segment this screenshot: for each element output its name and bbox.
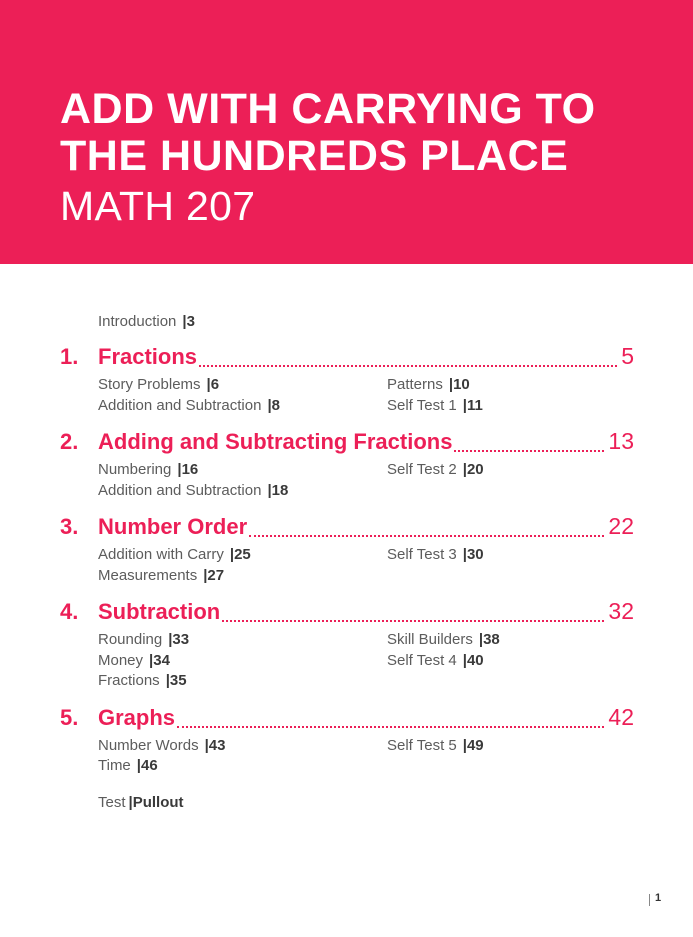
unit-number: 5. xyxy=(60,705,79,730)
unit-page: 42 xyxy=(608,704,634,730)
entry-page: |27 xyxy=(203,567,225,584)
entry-label: Addition and Subtraction xyxy=(98,482,262,499)
toc-entry[interactable] xyxy=(98,652,170,670)
entry-page: |6 xyxy=(206,376,220,393)
page-number: 1 xyxy=(655,892,662,904)
title-line-2: THE HUNDREDS PLACE xyxy=(60,132,569,180)
unit-number: 1. xyxy=(60,344,79,369)
toc-entry[interactable] xyxy=(98,672,187,690)
entry-label: Test xyxy=(98,794,126,811)
entry-page: |10 xyxy=(448,376,470,393)
entry-page: |16 xyxy=(177,461,199,478)
unit-page: 22 xyxy=(608,513,634,539)
dot-leader xyxy=(454,450,604,452)
entry-page: |Pullout xyxy=(128,794,184,811)
entry-page: |43 xyxy=(204,737,226,754)
toc-entry[interactable] xyxy=(387,376,470,394)
entry-label: Self Test 5 xyxy=(387,737,457,754)
entry-label: Number Words xyxy=(98,737,199,754)
entry-page: |38 xyxy=(478,631,500,648)
entry-label: Introduction xyxy=(98,313,177,330)
entry-label: Self Test 2 xyxy=(387,461,457,478)
toc-entry[interactable] xyxy=(387,737,484,755)
toc-entry[interactable] xyxy=(98,397,280,415)
entry-page: |40 xyxy=(462,652,484,669)
toc-entry[interactable] xyxy=(98,757,158,775)
toc-unit-4[interactable] xyxy=(60,598,634,628)
toc-entry[interactable] xyxy=(98,737,225,755)
toc-entry[interactable] xyxy=(387,631,500,649)
unit-title: Fractions xyxy=(98,344,198,369)
entry-page: |20 xyxy=(462,461,484,478)
entry-label: Addition with Carry xyxy=(98,546,224,563)
entry-label: Measurements xyxy=(98,567,198,584)
toc-entry[interactable] xyxy=(387,461,484,479)
unit-number: 4. xyxy=(60,599,79,624)
header-banner xyxy=(0,0,693,264)
toc-entry[interactable] xyxy=(98,376,219,394)
unit-page: 5 xyxy=(621,343,634,369)
entry-page: |30 xyxy=(462,546,484,563)
entry-label: Numbering xyxy=(98,461,172,478)
unit-title: Number Order xyxy=(98,514,248,539)
entry-page: |33 xyxy=(168,631,190,648)
entry-label: Rounding xyxy=(98,631,163,648)
entry-label: Addition and Subtraction xyxy=(98,397,262,414)
entry-label: Self Test 4 xyxy=(387,652,457,669)
toc-entry[interactable] xyxy=(387,652,484,670)
title-line-1: ADD WITH CARRYING TO xyxy=(60,85,596,133)
entry-page: |11 xyxy=(462,397,483,414)
entry-label: Story Problems xyxy=(98,376,201,393)
entry-page: |18 xyxy=(267,482,289,499)
toc-unit-5[interactable] xyxy=(60,704,634,734)
unit-title: Subtraction xyxy=(98,599,221,624)
toc-entry[interactable] xyxy=(387,397,483,415)
entry-label: Fractions xyxy=(98,672,160,689)
unit-number: 3. xyxy=(60,514,79,539)
toc-entry[interactable] xyxy=(98,567,224,585)
dot-leader xyxy=(177,726,604,728)
entry-page: |34 xyxy=(149,652,170,669)
entry-label: Time xyxy=(98,757,131,774)
entry-label: Skill Builders xyxy=(387,631,473,648)
course-code: MATH 207 xyxy=(60,183,256,229)
toc-entry-introduction[interactable] xyxy=(98,313,195,331)
unit-title: Graphs xyxy=(98,705,176,730)
toc-entry[interactable] xyxy=(387,546,484,564)
dot-leader xyxy=(222,620,604,622)
entry-page: |35 xyxy=(165,672,187,689)
entry-label: Patterns xyxy=(387,376,443,393)
footer-divider xyxy=(649,894,650,906)
dot-leader xyxy=(249,535,604,537)
toc-entry[interactable] xyxy=(98,631,189,649)
dot-leader xyxy=(199,365,617,367)
entry-page: |8 xyxy=(267,397,280,414)
unit-number: 2. xyxy=(60,429,79,454)
entry-label: Self Test 3 xyxy=(387,546,457,563)
entry-page: |3 xyxy=(182,313,195,330)
unit-page: 13 xyxy=(608,428,634,454)
entry-label: Money xyxy=(98,652,144,669)
entry-page: |25 xyxy=(229,546,251,563)
toc-entry[interactable] xyxy=(98,546,251,564)
toc-entry-test[interactable] xyxy=(98,794,184,812)
toc-entry[interactable] xyxy=(98,482,288,500)
toc-entry[interactable] xyxy=(98,461,198,479)
toc-unit-3[interactable] xyxy=(60,513,634,543)
entry-page: |49 xyxy=(462,737,484,754)
unit-title: Adding and Subtracting Fractions xyxy=(98,429,453,454)
entry-page: |46 xyxy=(136,757,158,774)
entry-label: Self Test 1 xyxy=(387,397,457,414)
toc-unit-2[interactable] xyxy=(60,428,634,458)
toc-unit-1[interactable] xyxy=(60,343,634,373)
unit-page: 32 xyxy=(608,598,634,624)
